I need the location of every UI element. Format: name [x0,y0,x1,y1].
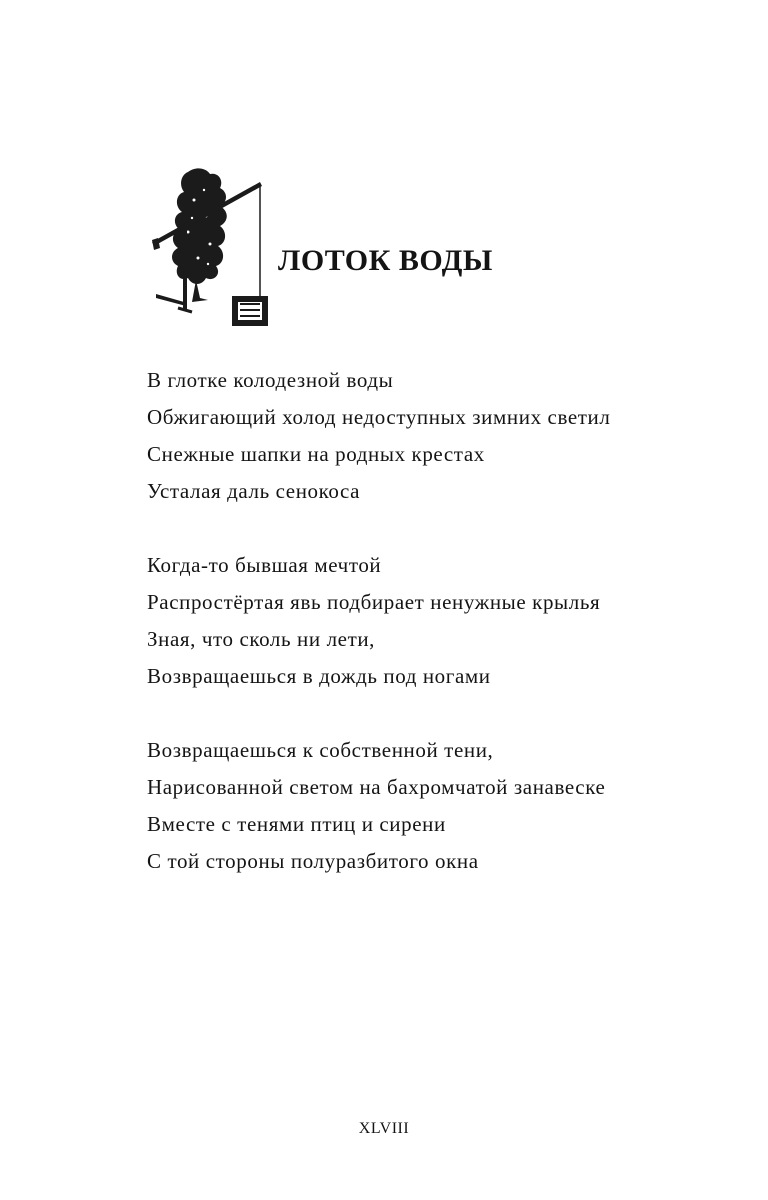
poem-line: Возвращаешься в дождь под ногами [147,664,491,688]
poem-line: Распростёртая явь подбирает ненужные крылья [147,590,601,614]
stanza [147,732,727,880]
poem-line: Обжигающий холод недоступных зимних светил [147,405,611,429]
poem-line: Возвращаешься к собственной тени, [147,738,494,762]
well-sweep-icon [148,160,280,332]
stanza [147,362,727,510]
poem-line: Когда-то бывшая мечтой [147,553,382,577]
poem-line: В глотке колодезной воды [147,368,394,392]
poem-line: Нарисованной светом на бахромчатой занавеске [147,775,606,799]
poem-body [147,362,727,917]
poem-line: Зная, что сколь ни лети, [147,627,376,651]
stanza [147,547,727,695]
poem-line: Усталая даль сенокоса [147,479,361,503]
poem-line: Снежные шапки на родных крестах [147,442,485,466]
poem-line: С той стороны полуразбитого окна [147,849,479,873]
poem-line: Вместе с тенями птиц и сирени [147,812,446,836]
poem-title: ЛОТОК ВОДЫ [278,244,493,277]
page-number: XLVIII [358,1120,410,1137]
